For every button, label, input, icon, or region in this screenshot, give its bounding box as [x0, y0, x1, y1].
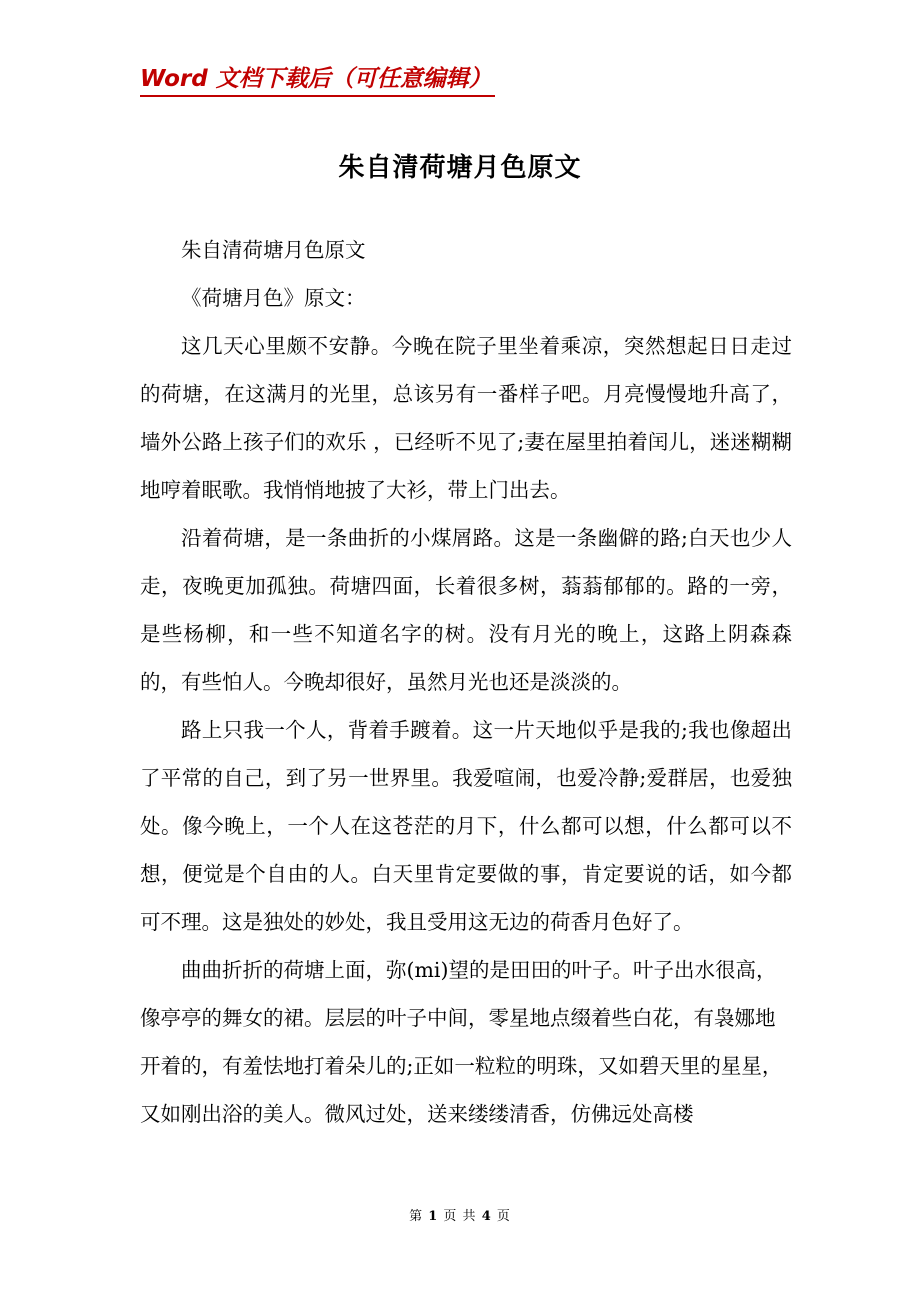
header-download-note: Word 文档下载后（可任意编辑）: [140, 66, 492, 92]
footer-middle: 页 共: [443, 1209, 477, 1224]
current-page-number: 1: [428, 1209, 439, 1224]
header-underline: [140, 95, 495, 97]
document-title: 朱自清荷塘月色原文: [338, 153, 582, 183]
paragraph-3: 这几天心里颇不安静。今晚在院子里坐着乘凉，突然想起日日走过的荷塘，在这满月的光里，总该另有一番样子吧。月亮慢慢地升高了，墙外公路上孩子们的欢乐 ，已经听不见了;妻在屋里拍着闰儿，迷迷糊糊地哼着眠歌。我悄悄地披了大衫，带上门出去。: [140, 334, 792, 502]
page-header: [140, 62, 495, 98]
page-footer: [0, 1207, 920, 1227]
paragraph-2: 《荷塘月色》原文：: [181, 286, 366, 310]
paragraph-4: 沿着荷塘，是一条曲折的小煤屑路。这是一条幽僻的路;白天也少人走，夜晚更加孤独。荷塘四面，长着很多树，蓊蓊郁郁的。路的一旁，是些杨柳，和一些不知道名字的树。没有月光的晚上，这路上阴森森的，有些怕人。今晚却很好，虽然月光也还是淡淡的。: [140, 526, 792, 694]
paragraph-6: 曲曲折折的荷塘上面，弥(mi)望的是田田的叶子。叶子出水很高，像亭亭的舞女的裙。层层的叶子中间，零星地点缀着些白花，有袅娜地开着的，有羞怯地打着朵儿的;正如一粒粒的明珠，又如碧天里的星星，又如刚出浴的美人。微风过处，送来缕缕清香，仿佛远处高楼: [140, 958, 783, 1126]
total-page-count: 4: [481, 1209, 492, 1224]
footer-suffix: 页: [496, 1209, 511, 1224]
footer-prefix: 第: [409, 1209, 424, 1224]
paragraph-1: 朱自清荷塘月色原文: [181, 238, 366, 262]
paragraph-5: 路上只我一个人，背着手踱着。这一片天地似乎是我的;我也像超出了平常的自己，到了另一世界里。我爱喧闹，也爱冷静;爱群居，也爱独处。像今晚上，一个人在这苍茫的月下，什么都可以想，什么都可以不想，便觉是个自由的人。白天里肯定要做的事，肯定要说的话，如今都可不理。这是独处的妙处，我且受用这无边的荷香月色好了。: [140, 718, 792, 934]
document-body: [140, 226, 792, 1138]
